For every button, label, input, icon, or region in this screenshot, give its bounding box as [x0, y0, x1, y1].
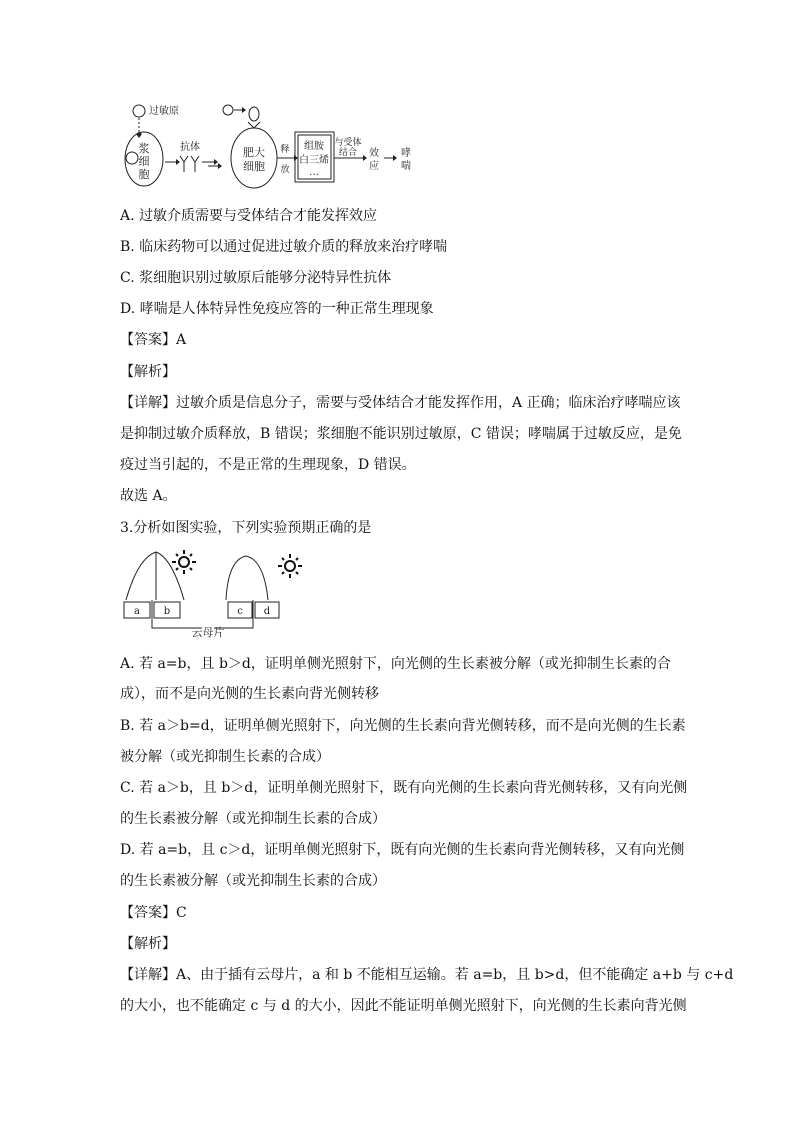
allergen-circle — [133, 105, 145, 117]
q3-option-c-cont: 的生长素被分解（或光抑制生长素的合成） — [120, 811, 386, 827]
q3-answer: 【答案】C — [120, 905, 187, 921]
svg-text:c: c — [237, 606, 243, 617]
svg-text:效: 效 — [369, 148, 379, 159]
q2-detail-line: 疫过当引起的，不是正常的生理现象，D 错误。 — [120, 457, 416, 473]
svg-text:应: 应 — [369, 161, 379, 172]
svg-text:细胞: 细胞 — [243, 160, 265, 173]
q2-detail-line: 【详解】过敏介质是信息分子，需要与受体结合才能发挥作用，A 正确；临床治疗哮喘应该 — [120, 395, 681, 411]
svg-text:细: 细 — [138, 155, 150, 168]
q3-option-d: D. 若 a=b，且 c＞d，证明单侧光照射下，既有向光侧的生长素向背光侧转移，又有向光侧 — [120, 842, 685, 858]
svg-text:喘: 喘 — [401, 161, 411, 172]
svg-text:结合: 结合 — [338, 148, 358, 158]
svg-text:b: b — [163, 606, 171, 617]
allergy-mechanism-diagram — [118, 98, 418, 192]
svg-text:a: a — [134, 606, 140, 617]
q3-option-b: B. 若 a＞b=d，证明单侧光照射下，向光侧的生长素向背光侧转移，而不是向光侧的生长素 — [120, 718, 686, 734]
q3-detail-line: 【详解】A、由于插有云母片，a 和 b 不能相互运输。若 a=b，且 b>d，但不能确定 a+b 与 c+d — [120, 967, 734, 983]
sun-icon — [278, 554, 302, 578]
allergen-label: 过敏原 — [149, 106, 179, 117]
q2-conclusion: 故选 A。 — [120, 488, 177, 504]
svg-text:放: 放 — [280, 165, 290, 175]
svg-text:白三烯: 白三烯 — [299, 155, 329, 166]
q2-analysis-heading: 【解析】 — [120, 364, 176, 380]
q3-option-b-cont: 被分解（或光抑制生长素的合成） — [120, 749, 330, 765]
q3-analysis-heading: 【解析】 — [120, 936, 176, 952]
q3-option-d-cont: 的生长素被分解（或光抑制生长素的合成） — [120, 873, 386, 889]
q2-option-a: A. 过敏介质需要与受体结合才能发挥效应 — [120, 208, 378, 224]
q3-option-a: A. 若 a=b，且 b＞d，证明单侧光照射下，向光侧的生长素被分解（或光抑制生长素的合 — [120, 656, 671, 672]
svg-text:d: d — [263, 606, 271, 617]
sun-icon — [172, 550, 196, 574]
antibody-label: 抗体 — [180, 142, 200, 153]
svg-text:胞: 胞 — [138, 168, 150, 181]
q2-option-d: D. 哮喘是人体特异性免疫应答的一种正常生理现象 — [120, 301, 434, 317]
svg-text:释: 释 — [280, 145, 290, 155]
q3-option-a-cont: 成），而不是向光侧的生长素向背光侧转移 — [120, 686, 379, 702]
q2-option-b: B. 临床药物可以通过促进过敏介质的释放来治疗哮喘 — [120, 239, 448, 255]
svg-text:组胺: 组胺 — [304, 141, 324, 152]
svg-text:浆: 浆 — [138, 142, 150, 155]
svg-text:肥大: 肥大 — [243, 146, 265, 159]
svg-text:哮: 哮 — [401, 148, 411, 159]
q2-detail-line: 是抑制过敏介质释放，B 错误；浆细胞不能识别过敏原，C 错误；哮喘属于过敏反应，是免 — [120, 426, 682, 442]
q3-detail-line: 的大小，也不能确定 c 与 d 的大小，因此不能证明单侧光照射下，向光侧的生长素向背光侧 — [120, 998, 687, 1014]
coleoptile-experiment-diagram — [118, 548, 308, 640]
q2-answer: 【答案】A — [120, 332, 187, 348]
q3-stem: 3.分析如图实验，下列实验预期正确的是 — [120, 520, 372, 536]
svg-text:与受体: 与受体 — [334, 138, 362, 148]
q3-option-c: C. 若 a＞b，且 b＞d，证明单侧光照射下，既有向光侧的生长素向背光侧转移，又有向光侧 — [120, 780, 688, 796]
antibody-shape — [180, 156, 188, 172]
q2-option-c: C. 浆细胞识别过敏原后能够分泌特异性抗体 — [120, 270, 392, 286]
svg-text:…: … — [309, 167, 319, 178]
mica-label: 云母片 — [191, 626, 225, 639]
